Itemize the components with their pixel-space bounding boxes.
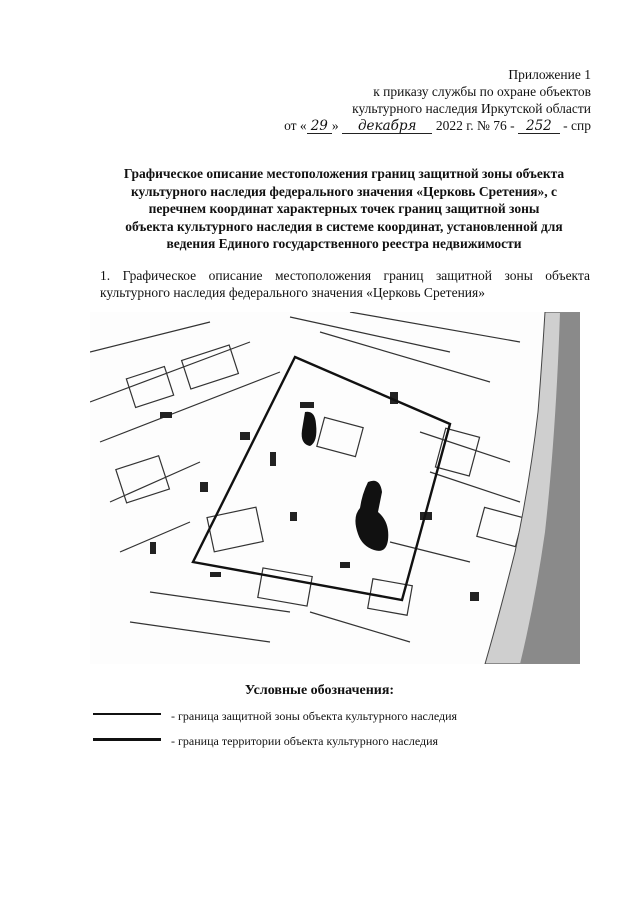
appendix-line-1: Приложение 1: [508, 67, 591, 82]
site-map: [90, 312, 580, 664]
legend-label-protective-zone: - граница защитной зоны объекта культурного наследия: [171, 709, 458, 723]
handwritten-month: декабря: [342, 119, 432, 134]
title-line-3: перечнем координат характерных точек границ защитной зоны: [148, 201, 540, 216]
legend-line-territory: [93, 738, 161, 741]
legend-label-territory: - граница территории объекта культурного наследия: [171, 734, 439, 748]
appendix-header: [284, 66, 591, 134]
title-line-2: культурного наследия федерального значения «Церковь Сретения», с: [130, 183, 558, 199]
legend-title: Условные обозначения:: [244, 683, 395, 698]
appendix-line-3: культурного наследия Иркутской области: [352, 101, 591, 116]
appendix-date-line: [284, 117, 591, 134]
section-1-text: 1. Графическое описание местоположения границ защитной зоны объекта культурного наследия федерального значения «Церковь Сретения»: [100, 268, 590, 300]
handwritten-day: 29: [307, 119, 332, 134]
order-suffix: - спр: [563, 118, 591, 133]
date-prefix: от «: [284, 118, 307, 133]
legend-line-protective-zone: [93, 713, 161, 715]
date-close: »: [331, 118, 339, 133]
handwritten-number: 252: [518, 119, 560, 134]
year-text: 2022 г. № 76 -: [435, 118, 515, 133]
title-line-5: ведения Единого государственного реестра недвижимости: [166, 236, 522, 251]
document-title: [96, 165, 592, 253]
title-line-4: объекта культурного наследия в системе координат, установленной для: [125, 218, 563, 234]
title-line-1: Графическое описание местоположения границ защитной зоны объекта: [123, 166, 565, 181]
appendix-line-2: к приказу службы по охране объектов: [373, 84, 591, 99]
